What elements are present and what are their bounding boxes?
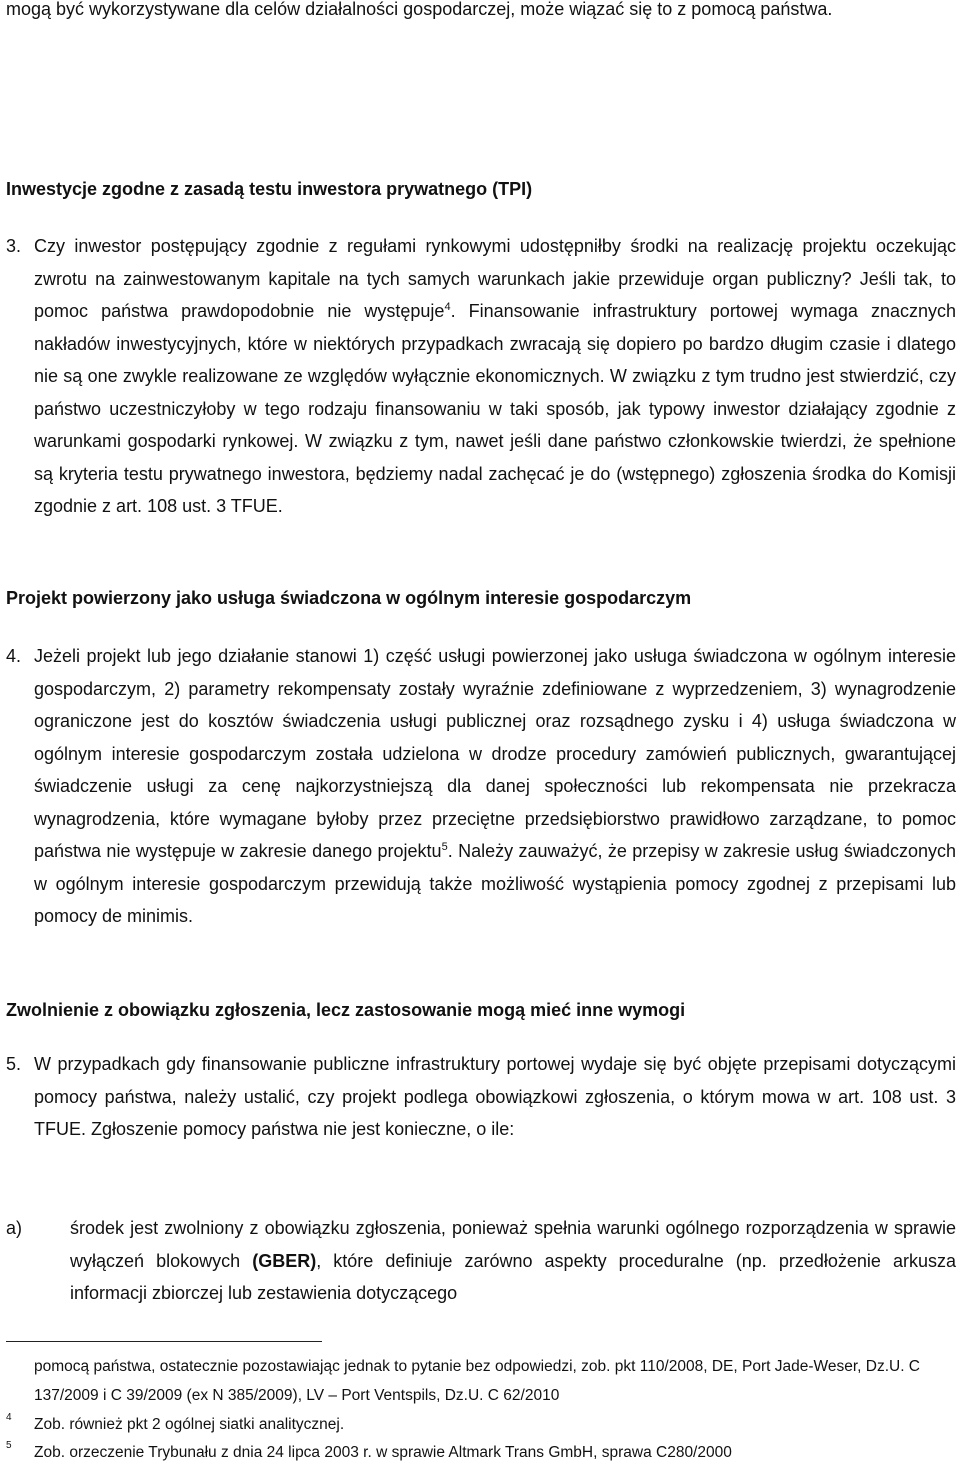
intro-continuation-paragraph: mogą być wykorzystywane dla celów działalności gospodarczej, może wiązać się to z pomocą państwa. (6, 0, 833, 19)
paragraph-5 (6, 1048, 956, 1146)
paragraph-body: W przypadkach gdy finansowanie publiczne infrastruktury portowej wydaje się być objęte przepisami dotyczącymi pomocy państwa, należy ustalić, czy projekt podlega obowiązkowi zgłoszenia, o którym mowa w art. 108 ust. 3 TFUE. Zgłoszenie pomocy państwa nie jest konieczne, o ile: (34, 1054, 956, 1139)
paragraph-body (34, 640, 956, 933)
sub-item-text: , które definiuje zarówno aspekty proceduralne (np. przedłożenie arkusza informacji zbiorczej lub zestawienia dotyczącego (70, 1250, 956, 1303)
section-heading-tpi: Inwestycje zgodne z zasadą testu inwestora prywatnego (TPI) (6, 179, 533, 199)
gber-abbreviation: (GBER) (252, 1250, 317, 1271)
footnote-5: Zob. orzeczenie Trybunału z dnia 24 lipca 2003 r. w sprawie Altmark Trans GmbH, sprawa C280/2000 (34, 1444, 732, 1461)
paragraph-4 (6, 640, 956, 933)
paragraph-body (34, 230, 956, 523)
footnote-continuation: pomocą państwa, ostatecznie pozostawiając jednak to pytanie bez odpowiedzi, zob. pkt 110/2008, DE, Port Jade-Weser, Dz.U. C 137/2009 i C 39/2009 (ex N 385/2009), LV – Port Ventspils, Dz.U. C 62/2010 (34, 1358, 920, 1404)
paragraph-3 (6, 230, 956, 523)
paragraph-text: Jeżeli projekt lub jego działanie stanowi 1) część usługi powierzonej jako usługa świadczona w ogólnym interesie gospodarczym, 2) parametry rekompensaty zostały wyraźnie zdefiniowane z wyprzedzeniem, 3) wynagrodzenie ograniczone jest do kosztów świadczenia usługi publicznej oraz rozsądnego zysku i 4) usługa świadczona w ogólnym interesie gospodarczym została udzielona w drodze procedury zamówień publicznych, gwarantującej świadczenie usługi za cenę najkorzystniejszą dla danej społeczności lub rekompensata nie przekracza wynagrodzenia, które wymagane byłoby przez przeciętne przedsiębiorstwo prawidłowo zarządzane, to pomoc państwa nie występuje w zakresie danego projektu (34, 646, 956, 861)
paragraph-number: 3. (6, 236, 22, 256)
sub-item-text: środek jest zwolniony z obowiązku zgłoszenia, ponieważ spełnia warunki ogólnego rozporządzenia w sprawie wyłączeń blokowych (70, 1218, 956, 1271)
sub-item-a (6, 1212, 956, 1310)
paragraph-number: 5. (6, 1054, 22, 1074)
footnote-4: Zob. również pkt 2 ogólnej siatki analitycznej. (34, 1416, 345, 1433)
sub-item-label: a) (6, 1218, 23, 1238)
footnote-4-mark: 4 (6, 1412, 12, 1423)
section-heading-sgei: Projekt powierzony jako usługa świadczona w ogólnym interesie gospodarczym (6, 588, 692, 608)
footnote-reference-4[interactable]: 4 (444, 301, 451, 313)
footnote-separator (6, 1341, 322, 1342)
paragraph-number: 4. (6, 646, 22, 666)
footnote-5-mark: 5 (6, 1440, 12, 1451)
paragraph-text: Czy inwestor postępujący zgodnie z regułami rynkowymi udostępniłby środki na realizację projektu oczekując zwrotu na zainwestowanym kapitale na tych samych warunkach jakie przewiduje organ publiczny? Jeśli tak, to pomoc państwa prawdopodobnie nie występuje (34, 236, 956, 321)
paragraph-text: . Należy zauważyć, że przepisy w zakresie usług świadczonych w ogólnym interesie gospodarczym przewidują także możliwość wystąpienia pomocy zgodnej z przepisami lub pomocy de minimis. (34, 841, 956, 926)
sub-item-body (70, 1212, 956, 1310)
paragraph-text: . Finansowanie infrastruktury portowej wymaga znacznych nakładów inwestycyjnych, które w niektórych przypadkach zwracają się dopiero po bardzo długim czasie i dlatego nie są one zwykle realizowane ze względów wyłącznie ekonomicznych. W związku z tym trudno jest stwierdzić, czy państwo uczestniczyłoby w tego rodzaju finansowaniu w taki sposób, jak typowy inwestor działający zgodnie z warunkami gospodarki rynkowej. W związku z tym, nawet jeśli dane państwo członkowskie twierdzi, że spełnione są kryteria testu prywatnego inwestora, będziemy nadal zachęcać je do (wstępnego) zgłoszenia środka do Komisji zgodnie z art. 108 ust. 3 TFUE. (34, 301, 956, 516)
section-heading-exemption: Zwolnienie z obowiązku zgłoszenia, lecz zastosowanie mogą mieć inne wymogi (6, 1000, 686, 1020)
footnote-reference-5[interactable]: 5 (441, 841, 448, 853)
